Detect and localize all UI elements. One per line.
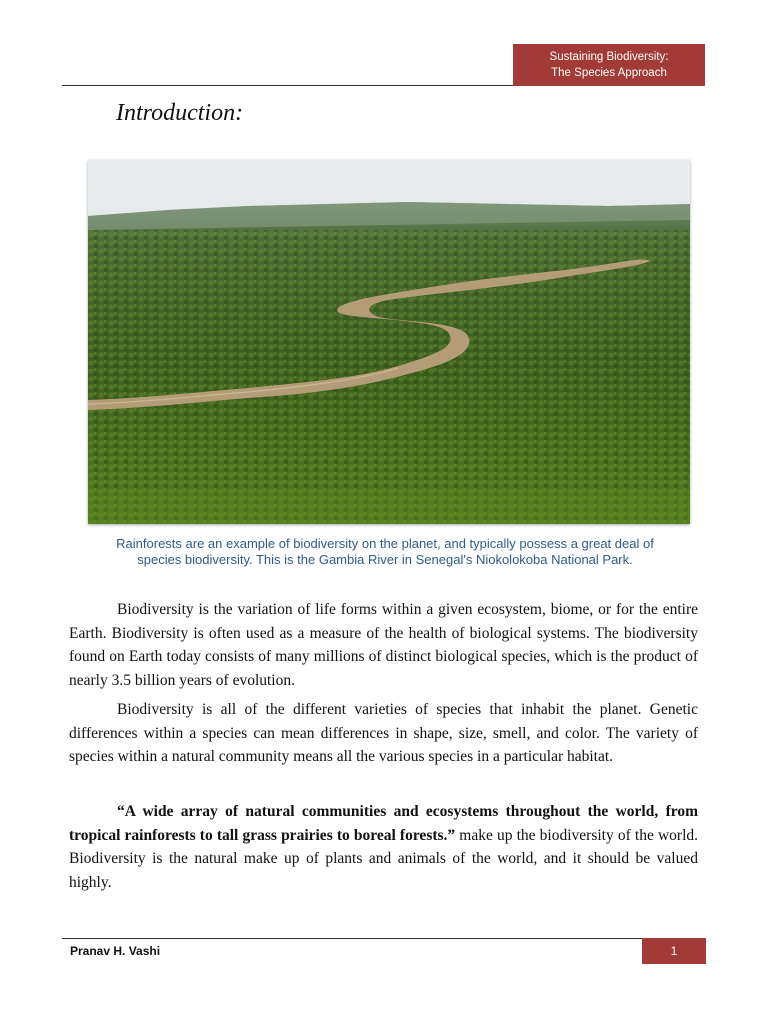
body-paragraph-3-text: make up the biodiversity of the world. Biodiversity is the natural make up of plants and animals of the world, and it should be valued highly. <box>69 826 699 891</box>
body-paragraph-1-text: Biodiversity is the variation of life forms within a given ecosystem, biome, or for the entire Earth. Biodiversity is often used as a measure of the health of biological systems. The biodiversity found on Earth today consists of many millions of distinct biological species, which is the product of nearly 3.5 billion years of evolution. <box>69 601 698 689</box>
page-number: 1 <box>642 938 706 964</box>
figure-caption <box>80 536 690 568</box>
aerial-rainforest-river-photo <box>88 160 690 524</box>
figure-caption-line2: species biodiversity. This is the Gambia River in Senegal's Niokolokoba National Park. <box>137 552 633 567</box>
header-title-line1: Sustaining Biodiversity: <box>549 51 669 63</box>
footer-author: Pranav H. Vashi <box>70 944 161 958</box>
quote-text: “A wide array of natural communities and ecosystems throughout the world, from tropical rainforests to tall grass prairies to boreal forests.” <box>69 803 698 844</box>
body-paragraph-3 <box>69 800 698 894</box>
header-divider <box>62 85 513 86</box>
body-paragraph-2 <box>69 698 698 769</box>
section-title: Introduction: <box>116 100 244 126</box>
figure-caption-line1: Rainforests are an example of biodiversity on the planet, and typically possess a great deal of <box>116 536 654 551</box>
footer-divider <box>62 938 642 939</box>
body-paragraph-2-text: Biodiversity is all of the different varieties of species that inhabit the planet. Genetic differences within a species can mean differences in shape, size, smell, and color. The variety of species within a natural community means all the various species in a particular habitat. <box>69 701 698 765</box>
body-paragraph-1 <box>69 598 698 692</box>
header-title-box <box>513 44 705 86</box>
header-title-line2: The Species Approach <box>551 67 667 79</box>
